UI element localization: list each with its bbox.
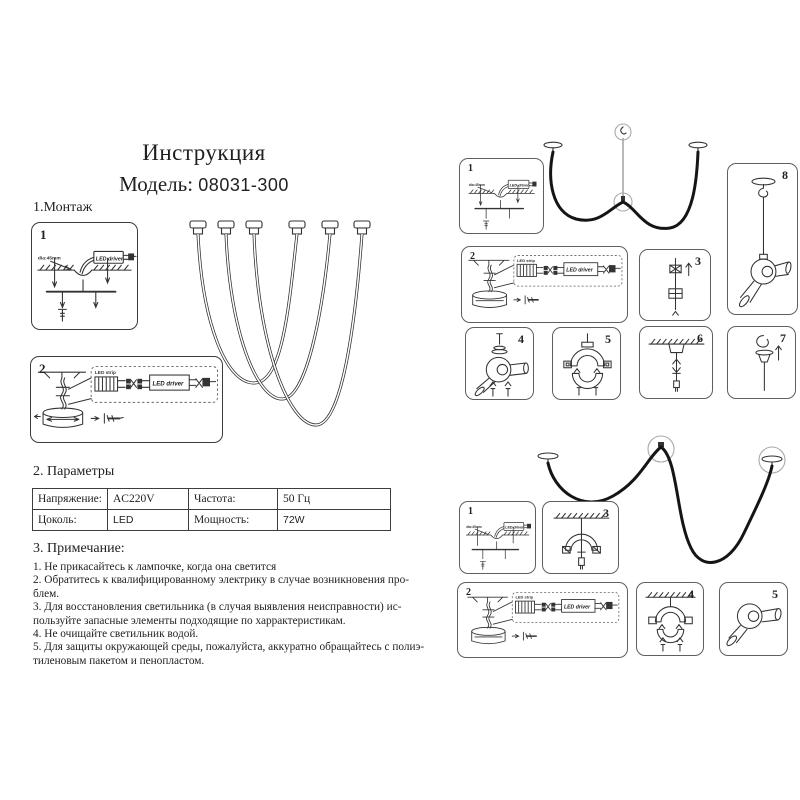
section-params-heading: 2. Параметры (33, 464, 115, 479)
step-number: 1 (468, 163, 473, 174)
rt-step7-panel (727, 326, 796, 399)
note-line: блем. (33, 587, 60, 600)
model-line (58, 172, 350, 197)
note-line: 5. Для защиты окружающей среды, пожалуйста, аккуратно обращайтесь с полиэ- (33, 641, 425, 654)
svg-text:LED strip: LED strip (515, 594, 534, 600)
step-number: 1 (40, 227, 47, 242)
wiring-diagram (459, 586, 626, 656)
svg-text:dia:45mm: dia:45mm (37, 256, 61, 262)
rt-step3-panel (639, 249, 711, 321)
step-number: 5 (605, 332, 611, 346)
rb-step4-panel (636, 582, 704, 656)
param-value: 72W (278, 510, 391, 531)
rb-step2-box (457, 582, 628, 658)
svg-text:LED driver: LED driver (509, 183, 529, 188)
svg-text:dia:45mm: dia:45mm (466, 524, 482, 529)
svg-text:LED driver: LED driver (563, 604, 591, 611)
step-number: 2 (466, 587, 471, 598)
note-line: пользуйте запасные элементы подходящие по харрактеристикам. (33, 614, 346, 627)
rt-step2-box (461, 246, 628, 323)
step-number: 4 (688, 587, 694, 601)
rt-step5-panel (552, 327, 621, 400)
ceiling-mount-diagram (33, 226, 137, 326)
note-line: 4. Не очищайте светильник водой. (33, 628, 199, 641)
note-line: 1. Не прикасайтесь к лампочке, когда она светится (33, 561, 277, 573)
svg-text:LED driver: LED driver (95, 256, 123, 263)
svg-text:LED driver: LED driver (505, 525, 524, 530)
notes-list (33, 561, 453, 668)
note-line: 2. Обратитесь к квалифицированному электрику в случае возникновения про- (33, 574, 409, 587)
page-title: Инструкция (142, 140, 266, 165)
step-number: 6 (697, 331, 703, 345)
section-notes-heading: 3. Примечание: (33, 541, 125, 556)
svg-text:LED driver: LED driver (152, 380, 184, 388)
param-value: LED (108, 510, 189, 531)
hanging-tube-diagram (729, 165, 797, 313)
table-row (33, 510, 391, 531)
param-value: AC220V (108, 489, 189, 510)
rb-step3-panel (542, 501, 619, 574)
note-line: 3. Для восстановления светильника (в случая выявления неисправности) ис- (33, 601, 402, 614)
pendant-lamp-illustration (175, 215, 435, 455)
ceiling-mount-diagram (461, 163, 543, 232)
model-label: Модель: (119, 172, 194, 196)
svg-text:LED strip: LED strip (517, 257, 535, 263)
table-row (33, 489, 391, 510)
model-number: 08031-300 (198, 175, 289, 195)
svg-text:dia:45mm: dia:45mm (468, 182, 485, 187)
section-montage-heading: 1.Монтаж (33, 200, 93, 215)
step-number: 7 (780, 331, 786, 345)
montage-step1-box (31, 222, 138, 330)
rt-step4-panel (465, 327, 534, 400)
param-label: Напряжение: (33, 489, 108, 510)
rt-step1-box (459, 158, 544, 234)
note-line: тиленовым пакетом и пенопластом. (33, 654, 205, 667)
step-number: 2 (39, 361, 46, 376)
step-number: 5 (772, 587, 778, 601)
param-label: Мощность: (189, 510, 278, 531)
parameters-table (32, 488, 391, 531)
svg-text:LED strip: LED strip (94, 370, 116, 376)
svg-text:LED driver: LED driver (566, 267, 593, 274)
step-number: 3 (603, 506, 609, 520)
step-number: 1 (468, 506, 473, 517)
step-number: 3 (695, 254, 701, 268)
wiring-diagram (463, 249, 626, 320)
param-value: 50 Гц (278, 489, 391, 510)
step-number: 2 (470, 251, 475, 262)
param-label: Цоколь: (33, 510, 108, 531)
rb-step5-panel (719, 582, 788, 656)
rt-step6-panel (639, 326, 713, 399)
rb-step1-box (459, 501, 536, 574)
step-number: 4 (518, 332, 524, 346)
param-label: Частота: (189, 489, 278, 510)
rt-step8-panel (727, 163, 798, 315)
step-number: 8 (782, 168, 788, 182)
